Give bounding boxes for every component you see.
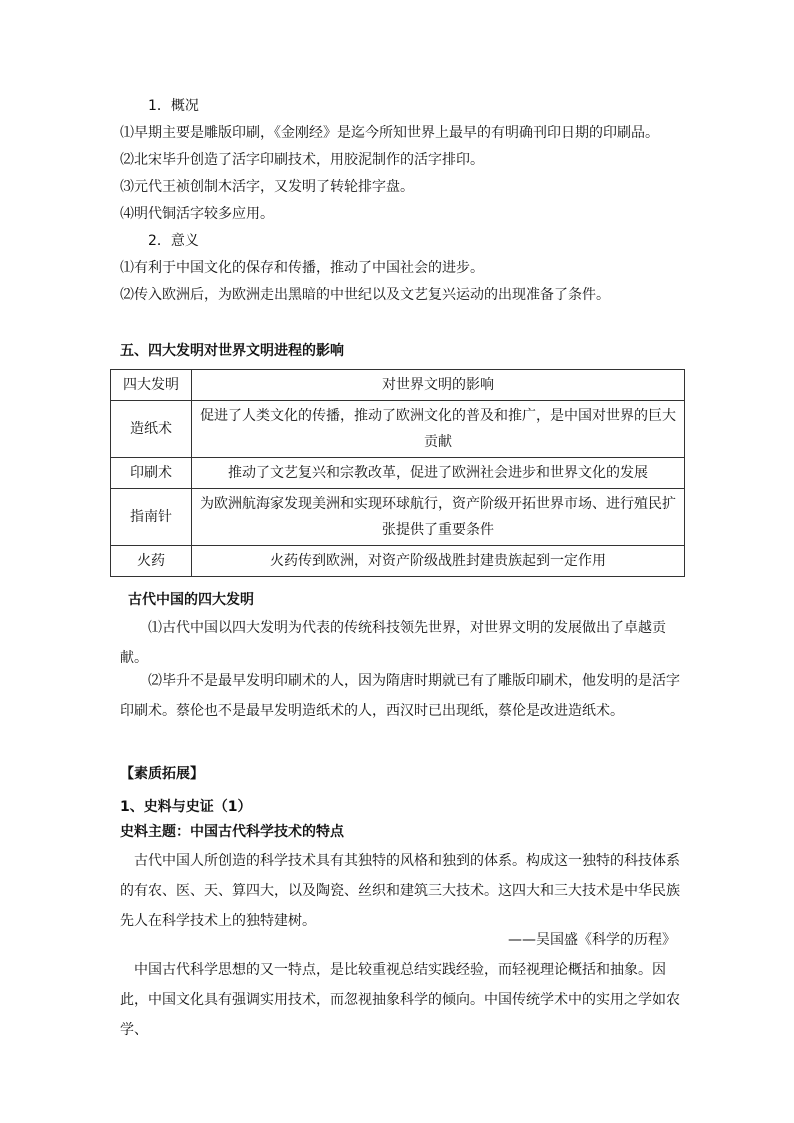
heading-overview: 1．概况 bbox=[148, 98, 199, 114]
overview-item-1: ⑴早期主要是雕版印刷，《金刚经》是迄今所知世界上最早的有明确刊印日期的印刷品。 bbox=[120, 125, 659, 141]
overview-item-4: ⑷明代铜活字较多应用。 bbox=[120, 206, 274, 222]
table-header-invention: 四大发明 bbox=[111, 370, 192, 401]
section5-title: 五、四大发明对世界文明进程的影响 bbox=[120, 343, 344, 359]
table-row bbox=[111, 489, 685, 546]
table-header-effect: 对世界文明的影响 bbox=[192, 370, 685, 401]
ancient-paragraph-1: ⑴古代中国以四大发明为代表的传统科技领先世界，对世界文明的发展做出了卓越贡献。 bbox=[120, 620, 666, 666]
extension-subtitle: 1、史料与史证（1） bbox=[120, 799, 252, 815]
quote-source: ——吴国盛《科学的历程》 bbox=[508, 932, 676, 948]
heading-meaning: 2．意义 bbox=[148, 233, 199, 249]
table-cell-effect: 推动了文艺复兴和宗教改革，促进了欧洲社会进步和世界文化的发展 bbox=[192, 458, 685, 489]
extension-paragraph-2: 中国古代科学思想的又一特点，是比较重视总结实践经验，而轻视理论概括和抽象。因此，中国文化具有强调实用技术，而忽视抽象科学的倾向。中国传统学术中的实用之学如农学、 bbox=[120, 962, 680, 1038]
extension-theme: 史料主题：中国古代科学技术的特点 bbox=[120, 824, 344, 840]
table-cell-effect: 为欧洲航海家发现美洲和实现环球航行，资产阶级开拓世界市场、进行殖民扩张提供了重要条件 bbox=[192, 489, 685, 546]
table-row bbox=[111, 546, 685, 577]
ancient-title: 古代中国的四大发明 bbox=[128, 592, 254, 608]
table-cell-name: 火药 bbox=[111, 546, 192, 577]
table-cell-name: 指南针 bbox=[111, 489, 192, 546]
table-cell-effect: 促进了人类文化的传播，推动了欧洲文化的普及和推广，是中国对世界的巨大贡献 bbox=[192, 401, 685, 458]
table-cell-name: 印刷术 bbox=[111, 458, 192, 489]
overview-item-2: ⑵北宋毕升创造了活字印刷技术，用胶泥制作的活字排印。 bbox=[120, 152, 484, 168]
table-row bbox=[111, 458, 685, 489]
extension-title: 【素质拓展】 bbox=[120, 766, 204, 782]
table-cell-effect: 火药传到欧洲，对资产阶级战胜封建贵族起到一定作用 bbox=[192, 546, 685, 577]
extension-quote: 古代中国人所创造的科学技术具有其独特的风格和独到的体系。构成这一独特的科技体系的有农、医、天、算四大，以及陶瓷、丝织和建筑三大技术。这四大和三大技术是中华民族先人在科学技术上的独特建树。 bbox=[120, 853, 680, 929]
ancient-paragraph-2: ⑵毕升不是最早发明印刷术的人，因为隋唐时期就已有了雕版印刷术，他发明的是活字印刷术。蔡伦也不是最早发明造纸术的人，西汉时已出现纸，蔡伦是改进造纸术。 bbox=[120, 673, 680, 719]
table-cell-name: 造纸术 bbox=[111, 401, 192, 458]
meaning-item-2: ⑵传入欧洲后，为欧洲走出黑暗的中世纪以及文艺复兴运动的出现准备了条件。 bbox=[120, 287, 610, 303]
overview-item-3: ⑶元代王祯创制木活字，又发明了转轮排字盘。 bbox=[120, 179, 414, 195]
table-header-row bbox=[111, 370, 685, 401]
meaning-item-1: ⑴有利于中国文化的保存和传播，推动了中国社会的进步。 bbox=[120, 260, 484, 276]
table-row bbox=[111, 401, 685, 458]
inventions-table bbox=[110, 369, 685, 577]
